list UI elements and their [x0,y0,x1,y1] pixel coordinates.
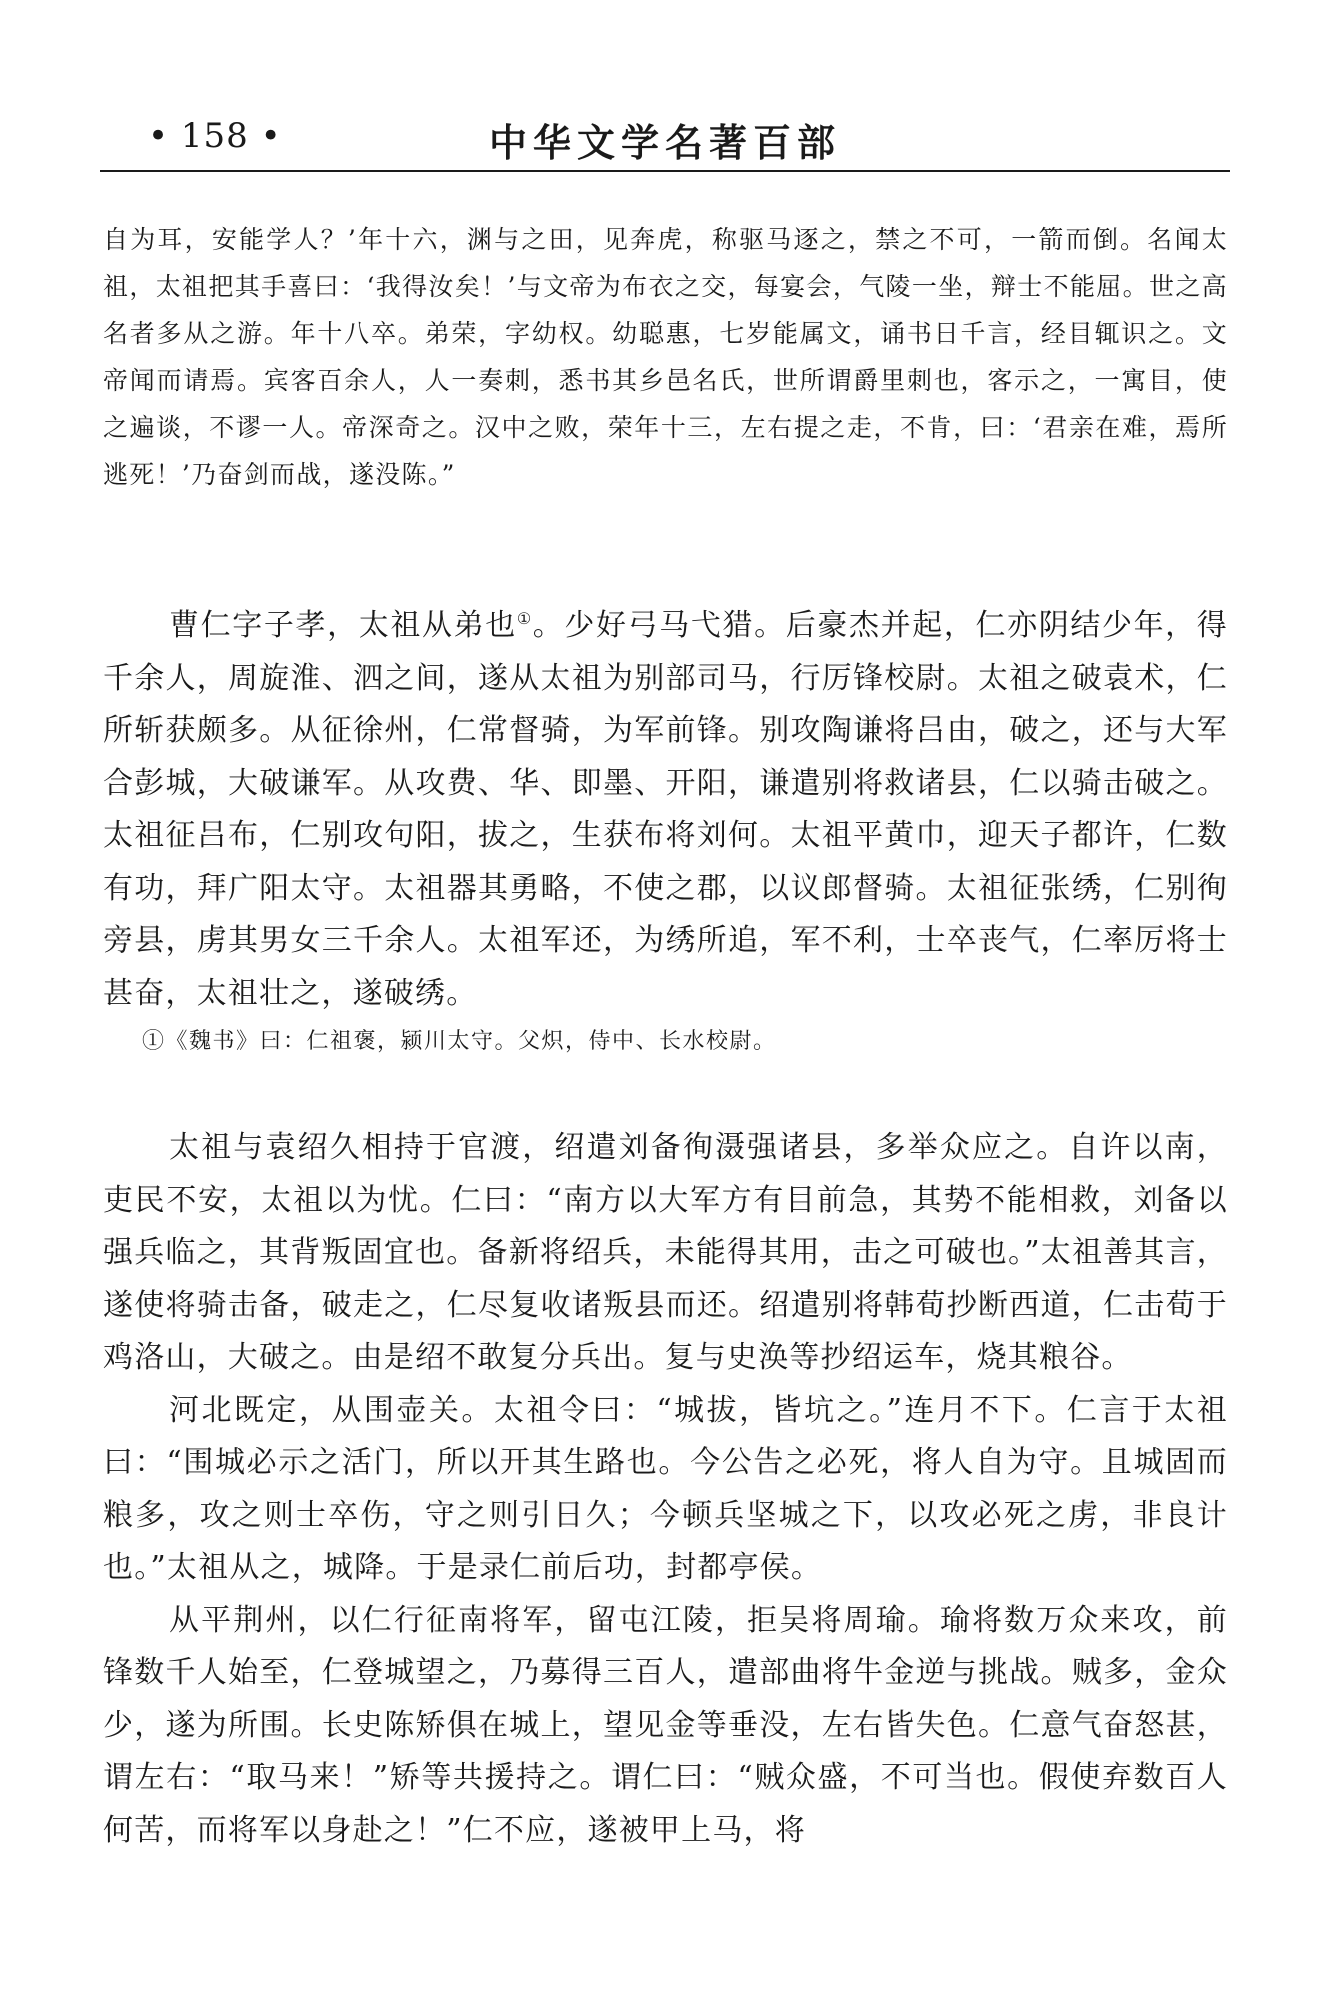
commentary-block [103,216,1228,498]
main-paragraph-3: 河北既定，从围壶关。太祖令曰：“城拔，皆坑之。”连月不下。仁言于太祖曰：“围城必示之活门，所以开其生路也。今公告之必死，将人自为守。且城固而粮多，攻之则士卒伤，守之则引日久；今顿兵坚城之下，以攻必死之虏，非良计也。”太祖从之，城降。于是录仁前后功，封都亭侯。 [103,1392,1228,1585]
page-header [100,108,1230,168]
header-rule [100,170,1230,172]
main-paragraph-1-body: 。少好弓马弋猎。后豪杰并起，仁亦阴结少年，得千余人，周旋淮、泗之间，遂从太祖为别部司马，行厉锋校尉。太祖之破袁术，仁所斩获颇多。从征徐州，仁常督骑，为军前锋。别攻陶谦将吕由，破之，还与大军合彭城，大破谦军。从攻费、华、即墨、开阳，谦遣别将救诸县，仁以骑击破之。太祖征吕布，仁别攻句阳，拔之，生获布将刘何。太祖平黄巾，迎天子都许，仁数有功，拜广阳太守。太祖器其勇略，不使之郡，以议郎督骑。太祖征张绣，仁别徇旁县，虏其男女三千余人。太祖军还，为绣所追，军不利，士卒丧气，仁率厉将士甚奋，太祖壮之，遂破绣。 [103,608,1229,1011]
series-title: 中华文学名著百部 [488,120,841,165]
footnote-marker[interactable]: ① [516,609,533,628]
main-paragraph-1-opening: 曹仁字子孝，太祖从弟也 [169,608,517,643]
main-paragraph-2: 太祖与袁绍久相持于官渡，绍遣刘备徇滠强诸县，多举众应之。自许以南，吏民不安，太祖以为忧。仁曰：“南方以大军方有目前急，其势不能相救，刘备以强兵临之，其背叛固宜也。备新将绍兵，未能得其用，击之可破也。”太祖善其言，遂使将骑击备，破走之，仁尽复收诸叛县而还。绍遣别将韩荀抄断西道，仁击荀于鸡洛山，大破之。由是绍不敢复分兵出。复与史涣等抄绍运车，烧其粮谷。 [103,1130,1228,1375]
commentary-paragraph: 自为耳，安能学人？’年十六，渊与之田，见奔虎，称驱马逐之，禁之不可，一箭而倒。名闻太祖，太祖把其手喜曰：‘我得汝矣！’与文帝为布衣之交，每宴会，气陵一坐，辩士不能屈。世之高名者多从之游。年十八卒。弟荣，字幼权。幼聪惠，七岁能属文，诵书日千言，经目辄识之。文帝闻而请焉。宾客百余人，人一奏刺，悉书其乡邑名氏，世所谓爵里刺也，客示之，一寓目，使之遍谈，不谬一人。帝深奇之。汉中之败，荣年十三，左右提之走，不肯，曰：‘君亲在难，焉所逃死！’乃奋剑而战，遂没陈。” [103,225,1228,489]
main-text-section-1 [103,600,1228,1020]
page-number: • 158 • [148,116,282,156]
main-text-section-2 [103,1122,1228,1857]
main-paragraph-1 [103,600,1228,1020]
main-paragraph-4: 从平荆州，以仁行征南将军，留屯江陵，拒吴将周瑜。瑜将数万众来攻，前锋数千人始至，仁登城望之，乃募得三百人，遣部曲将牛金逆与挑战。贼多，金众少，遂为所围。长史陈矫俱在城上，望见金等垂没，左右皆失色。仁意气奋怒甚，谓左右：“取马来！”矫等共援持之。谓仁曰：“贼众盛，不可当也。假使弃数百人何苦，而将军以身赴之！”仁不应，遂被甲上马，将 [103,1602,1228,1848]
footnote: ①《魏书》曰：仁祖褒，颍川太守。父炽，侍中、长水校尉。 [142,1029,777,1054]
